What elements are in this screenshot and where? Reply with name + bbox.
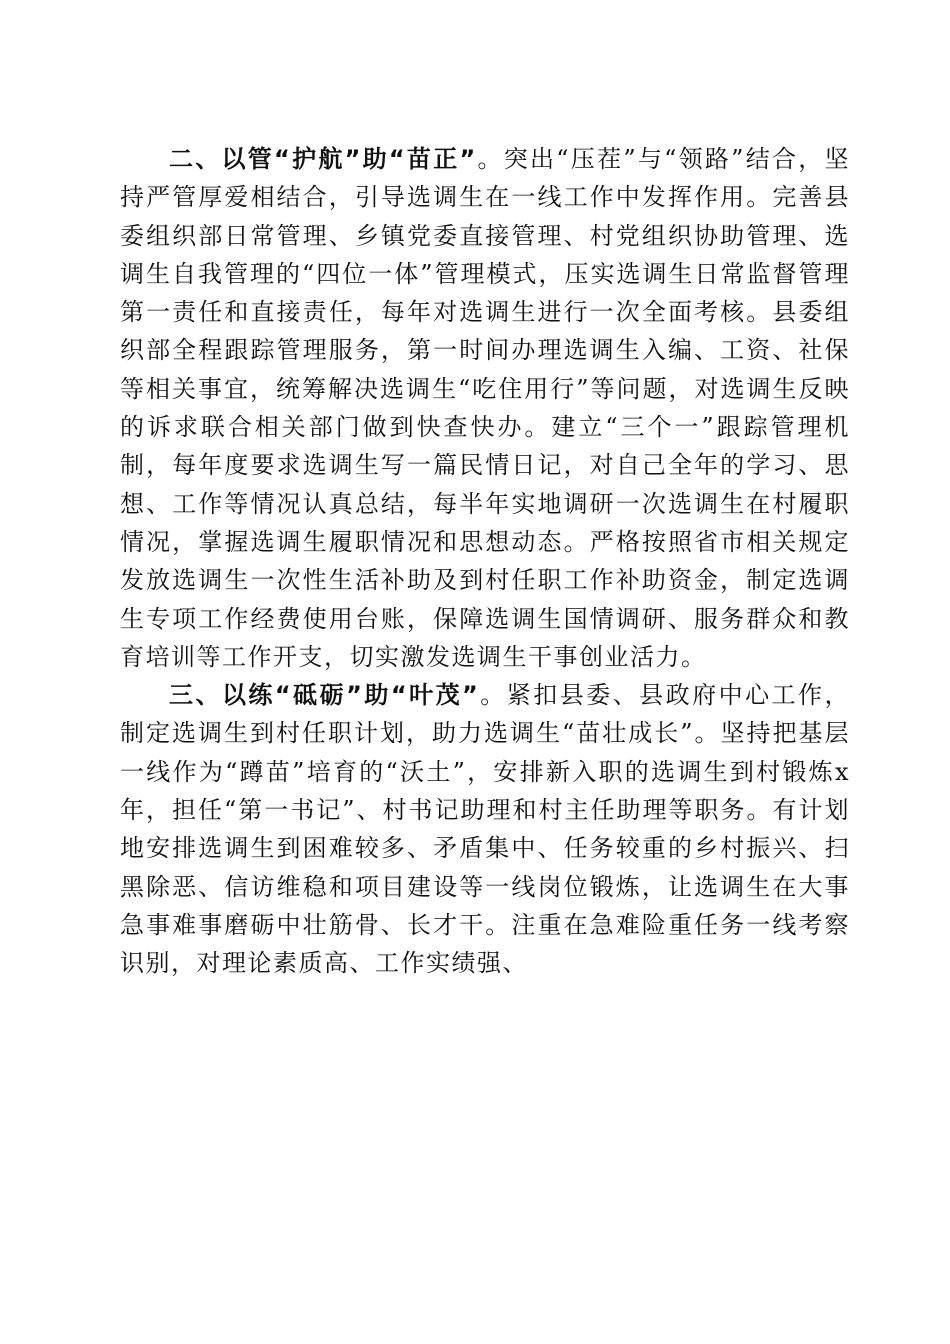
paragraph-2-heading: 二、以管“护航”助“苗正”: [169, 145, 477, 173]
paragraph-3-heading: 三、以练“砥砺”助“叶茂”: [169, 681, 480, 710]
paragraph-2: [120, 140, 850, 676]
document-body: [120, 140, 850, 983]
paragraph-3: [120, 676, 850, 982]
paragraph-2-text: 。突出“压茬”与“领路”结合，坚持严管厚爱相结合，引导选调生在一线工作中发挥作用。完善县委组织部日常管理、乡镇党委直接管理、村党组织协助管理、选调生自我管理的“四位一体”管理模式，压实选调生日常监督管理第一责任和直接责任，每年对选调生进行一次全面考核。县委组织部全程跟踪管理服务，第一时间办理选调生入编、工资、社保等相关事宜，统筹解决选调生“吃住用行”等问题，对选调生反映的诉求联合相关部门做到快查快办。建立“三个一”跟踪管理机制，每年度要求选调生写一篇民情日记，对自己全年的学习、思想、工作等情况认真总结，每半年实地调研一次选调生在村履职情况，掌握选调生履职情况和思想动态。严格按照省市相关规定发放选调生一次性生活补助及到村任职工作补助资金，制定选调生专项工作经费使用台账，保障选调生国情调研、服务群众和教育培训等工作开支，切实激发选调生干事创业活力。: [120, 145, 850, 671]
paragraph-3-text: 。紧扣县委、县政府中心工作，制定选调生到村任职计划，助力选调生“苗壮成长”。坚持把基层一线作为“蹲苗”培育的“沃土”，安排新入职的选调生到村锻炼x年，担任“第一书记”、村书记助理和村主任助理等职务。有计划地安排选调生到困难较多、矛盾集中、任务较重的乡村振兴、扫黑除恶、信访维稳和项目建设等一线岗位锻炼，让选调生在大事急事难事磨砺中壮筋骨、长才干。注重在急难险重任务一线考察识别，对理论素质高、工作实绩强、: [120, 681, 851, 978]
